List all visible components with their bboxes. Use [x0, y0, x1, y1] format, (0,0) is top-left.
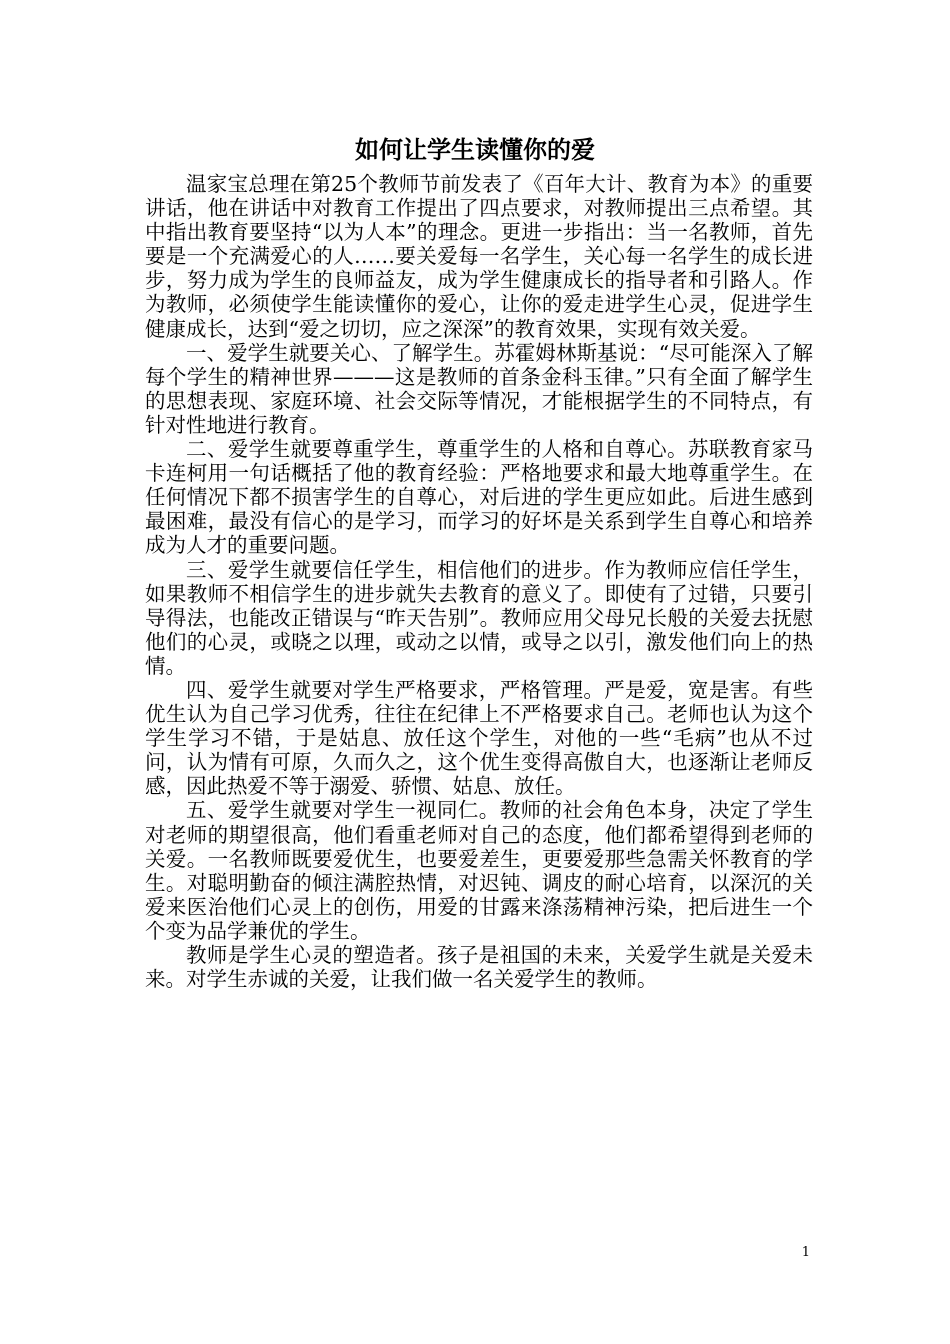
paragraph-intro: 温家宝总理在第25个教师节前发表了《百年大计、教育为本》的重要讲话，他在讲话中对教育工作提出了四点要求，对教师提出三点希望。其中指出教育要坚持“以为人本”的理念。更进一步指出：当一名教师，首先要是一个充满爱心的人……要关爱每一名学生，关心每一名学生的成长进步，努力成为学生的良师益友，成为学生健康成长的指导者和引路人。作为教师，必须使学生能读懂你的爱心，让你的爱走进学生心灵，促进学生健康成长，达到“爱之切切，应之深深”的教育效果，实现有效关爱。	[145, 172, 813, 341]
paragraph-conclusion: 教师是学生心灵的塑造者。孩子是祖国的未来，关爱学生就是关爱未来。对学生赤诚的关爱，让我们做一名关爱学生的教师。	[145, 943, 813, 992]
paragraph-point-5: 五、爱学生就要对学生一视同仁。教师的社会角色本身，决定了学生对老师的期望很高，他们看重老师对自己的态度，他们都希望得到老师的关爱。一名教师既要爱优生，也要爱差生，更要爱那些急需关怀教育的学生。对聪明勤奋的倾注满腔热情，对迟钝、调皮的耐心培育，以深沉的关爱来医治他们心灵上的创伤，用爱的甘露来涤荡精神污染，把后进生一个个变为品学兼优的学生。	[145, 798, 813, 943]
page-number: 1	[801, 1245, 810, 1260]
paragraph-point-1: 一、爱学生就要关心、了解学生。苏霍姆林斯基说：“尽可能深入了解每个学生的精神世界———这是教师的首条金科玉律。”只有全面了解学生的思想表现、家庭环境、社会交际等情况，才能根据学生的不同特点，有针对性地进行教育。	[145, 340, 813, 437]
document-body	[145, 172, 813, 991]
paragraph-point-4: 四、爱学生就要对学生严格要求，严格管理。严是爱，宽是害。有些优生认为自己学习优秀，往往在纪律上不严格要求自己。老师也认为这个学生学习不错，于是姑息、放任这个学生，对他的一些“毛病”也从不过问，认为情有可原，久而久之，这个优生变得高傲自大，也逐渐让老师反感，因此热爱不等于溺爱、骄惯、姑息、放任。	[145, 677, 813, 799]
document-title: 如何让学生读懂你的爱	[355, 135, 595, 164]
paragraph-point-3: 三、爱学生就要信任学生，相信他们的进步。作为教师应信任学生，如果教师不相信学生的进步就失去教育的意义了。即使有了过错，只要引导得法，也能改正错误与“昨天告别”。教师应用父母兄长般的关爱去抚慰他们的心灵，或晓之以理，或动之以情，或导之以引，激发他们向上的热情。	[145, 557, 813, 678]
paragraph-point-2: 二、爱学生就要尊重学生，尊重学生的人格和自尊心。苏联教育家马卡连柯用一句话概括了他的教育经验：严格地要求和最大地尊重学生。在任何情况下都不损害学生的自尊心，对后进的学生更应如此。后进生感到最困难，最没有信心的是学习，而学习的好坏是关系到学生自尊心和培养成为人才的重要问题。	[145, 437, 813, 558]
